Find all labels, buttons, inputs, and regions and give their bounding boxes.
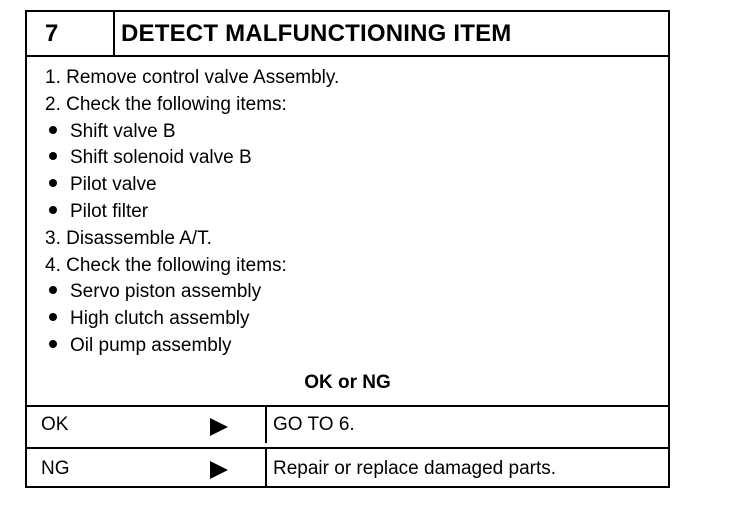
instruction-text: High clutch assembly <box>70 308 250 330</box>
instruction-text: 1. Remove control valve Assembly. <box>45 67 340 88</box>
result-prompt: OK or NG <box>304 372 391 393</box>
instruction-line <box>45 65 339 92</box>
column-divider <box>265 449 267 488</box>
bullet-icon <box>49 313 57 321</box>
arrow-right-icon <box>210 418 228 436</box>
instruction-text: Oil pump assembly <box>70 334 232 356</box>
step-title: DETECT MALFUNCTIONING ITEM <box>121 20 512 47</box>
instruction-bullet-line <box>45 306 339 333</box>
instructions-list <box>45 65 339 360</box>
instruction-bullet-line <box>45 279 339 306</box>
instruction-text: Servo piston assembly <box>70 281 262 303</box>
bullet-icon <box>49 206 57 214</box>
bullet-icon <box>49 179 57 187</box>
diagnostic-step-box <box>25 10 670 488</box>
result-action: Repair or replace damaged parts. <box>273 458 557 479</box>
instruction-text: Shift valve B <box>70 120 176 142</box>
instruction-bullet-line <box>45 199 339 226</box>
result-label: OK <box>41 414 69 435</box>
instruction-text: 4. Check the following items: <box>45 254 287 276</box>
instruction-bullet-line <box>45 333 339 360</box>
result-row-ng <box>27 447 668 488</box>
column-divider <box>265 407 267 443</box>
instruction-text: 3. Disassemble A/T. <box>45 227 212 249</box>
step-number: 7 <box>27 12 115 55</box>
instruction-text: Pilot valve <box>70 174 157 196</box>
instruction-bullet-line <box>45 119 339 146</box>
bullet-icon <box>49 126 57 134</box>
instruction-text: Shift solenoid valve B <box>70 147 252 169</box>
bullet-icon <box>49 152 57 160</box>
result-label: NG <box>41 458 70 479</box>
instruction-line <box>45 226 339 253</box>
bullet-icon <box>49 340 57 348</box>
arrow-right-icon <box>210 461 228 479</box>
instruction-line <box>45 92 339 119</box>
result-action: GO TO 6. <box>273 414 355 435</box>
instruction-line <box>45 253 339 280</box>
instruction-text: 2. Check the following items: <box>45 93 287 115</box>
instruction-bullet-line <box>45 145 339 172</box>
instruction-bullet-line <box>45 172 339 199</box>
step-header <box>27 12 668 57</box>
bullet-icon <box>49 286 57 294</box>
instruction-text: Pilot filter <box>70 200 149 222</box>
result-row-ok <box>27 405 668 443</box>
